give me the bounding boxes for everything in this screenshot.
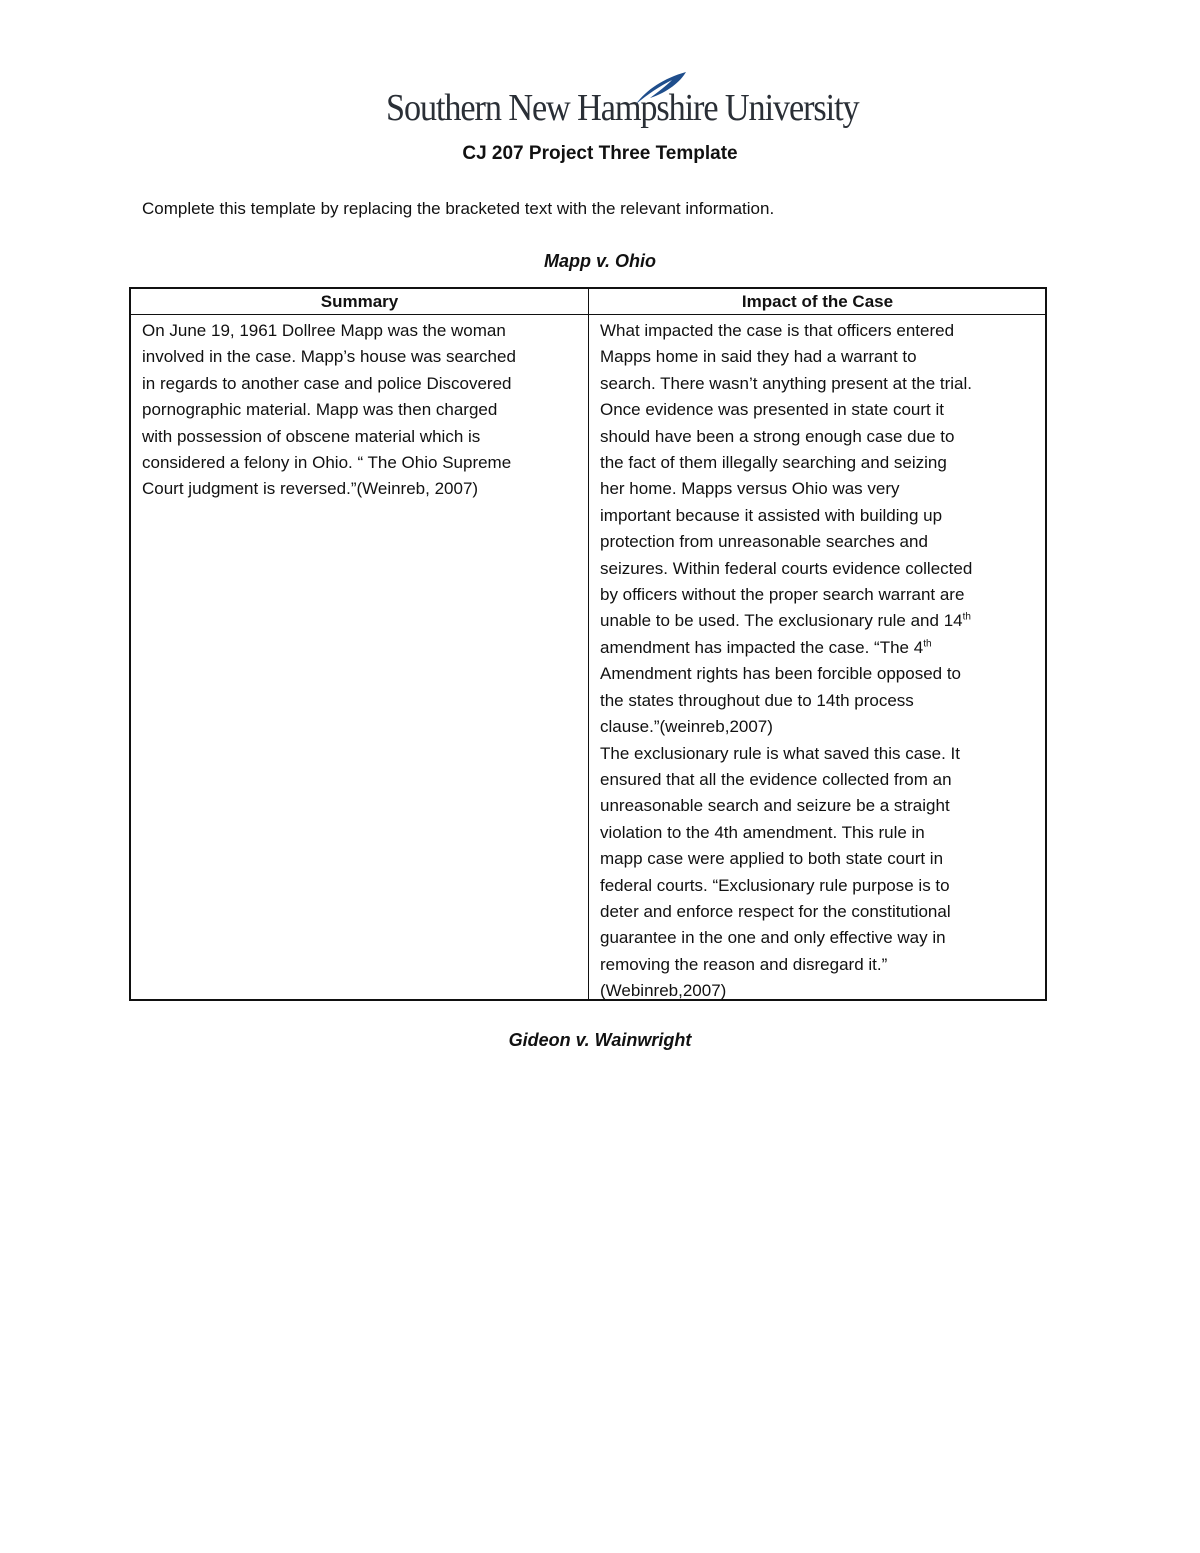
document-title: CJ 207 Project Three Template: [462, 143, 738, 164]
column-divider: [588, 289, 589, 999]
superscript: th: [962, 611, 971, 623]
university-logo: [386, 68, 859, 138]
summary-line: considered a felony in Ohio. “ The Ohio Supreme: [142, 453, 512, 473]
summary-line: with possession of obscene material which is: [142, 426, 481, 446]
impact-line: removing the reason and disregard it.”: [600, 954, 888, 974]
impact-cell: [600, 318, 1040, 1005]
instructions-text: Complete this template by replacing the bracketed text with the relevant information.: [142, 199, 775, 218]
summary-line: involved in the case. Mapp’s house was searched: [142, 347, 516, 367]
impact-line: mapp case were applied to both state court in: [600, 849, 944, 869]
impact-line: important because it assisted with building up: [600, 505, 943, 525]
impact-line: Once evidence was presented in state court it: [600, 400, 944, 420]
impact-line: the fact of them illegally searching and seizing: [600, 453, 947, 473]
university-name: Southern New Hampshire University: [386, 87, 859, 129]
impact-line-text: amendment has impacted the case. “The 4: [600, 637, 924, 657]
feather-icon: [630, 68, 690, 108]
impact-line-text: unable to be used. The exclusionary rule and 14: [600, 611, 963, 631]
impact-line: her home. Mapps versus Ohio was very: [600, 479, 900, 499]
case-heading-mapp: Mapp v. Ohio: [543, 251, 656, 271]
impact-line: (Webinreb,2007): [600, 981, 727, 1001]
summary-line: Court judgment is reversed.”(Weinreb, 2007): [142, 479, 479, 499]
header-impact: Impact of the Case: [741, 292, 894, 311]
impact-line: clause.”(weinreb,2007): [600, 717, 773, 737]
impact-line: seizures. Within federal courts evidence collected: [600, 558, 973, 578]
impact-line: [600, 635, 1040, 661]
impact-line: the states throughout due to 14th process: [600, 690, 914, 710]
impact-line: protection from unreasonable searches and: [600, 532, 928, 552]
impact-line: ensured that all the evidence collected from an: [600, 769, 952, 789]
impact-line: The exclusionary rule is what saved this case. It: [600, 743, 960, 763]
impact-line: by officers without the proper search warrant are: [600, 585, 965, 605]
summary-cell: [142, 318, 582, 503]
case-table-mapp: [129, 287, 1047, 1001]
impact-line: Amendment rights has been forcible opposed to: [600, 664, 962, 684]
case-heading-gideon: Gideon v. Wainwright: [508, 1030, 692, 1050]
impact-line: deter and enforce respect for the constitutional: [600, 901, 951, 921]
impact-line: should have been a strong enough case due to: [600, 426, 955, 446]
impact-line: guarantee in the one and only effective way in: [600, 928, 946, 948]
summary-line: pornographic material. Mapp was then charged: [142, 400, 498, 420]
impact-line: search. There wasn’t anything present at the trial.: [600, 373, 972, 393]
impact-line: federal courts. “Exclusionary rule purpose is to: [600, 875, 950, 895]
summary-line: in regards to another case and police Discovered: [142, 373, 512, 393]
impact-line: unreasonable search and seizure be a straight: [600, 796, 950, 816]
impact-line: What impacted the case is that officers entered: [600, 321, 955, 340]
impact-line: violation to the 4th amendment. This rule in: [600, 822, 925, 842]
header-summary: Summary: [320, 292, 399, 311]
summary-line: On June 19, 1961 Dollree Mapp was the woman: [142, 321, 506, 340]
superscript: th: [923, 638, 932, 650]
impact-line: [600, 608, 1040, 634]
header-divider: [131, 314, 1045, 315]
impact-line: Mapps home in said they had a warrant to: [600, 347, 917, 367]
